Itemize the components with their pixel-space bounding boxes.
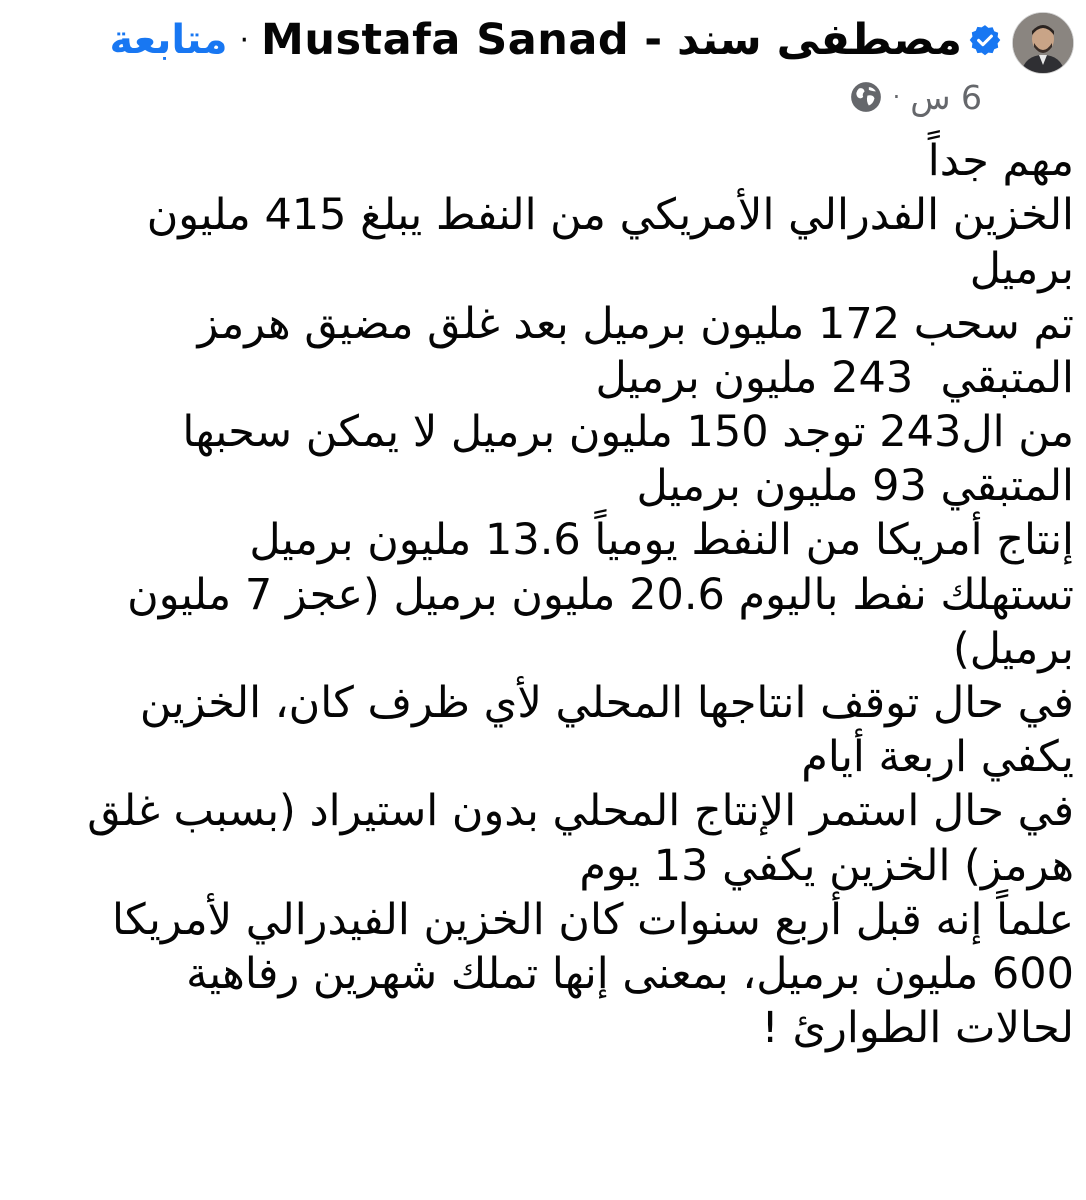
post-line: تستهلك نفط باليوم 20.6 مليون برميل (عجز 7 مليون برميل) xyxy=(113,569,1074,674)
post-line: في حال توقف انتاجها المحلي لأي ظرف كان، الخزين يكفي اربعة أيام xyxy=(126,678,1074,783)
author-name[interactable]: مصطفى سند - Mustafa Sanad xyxy=(261,15,962,65)
separator-dot: · xyxy=(239,22,250,58)
post-line: إنتاج أمريكا من النفط يومياً 13.6 مليون برميل xyxy=(249,515,1074,566)
post-line: المتبقي 93 مليون برميل xyxy=(636,461,1074,512)
post-line: المتبقي 243 مليون برميل xyxy=(595,352,1074,403)
post-line: تم سحب 172 مليون برميل بعد غلق مضيق هرمز xyxy=(197,298,1074,349)
verified-badge-icon xyxy=(968,23,1002,57)
avatar-image xyxy=(1013,13,1073,73)
follow-button[interactable]: متابعة xyxy=(109,17,228,63)
post-line: في حال استمر الإنتاج المحلي بدون استيراد (بسبب غلق هرمز) الخزين يكفي 13 يوم xyxy=(73,786,1074,891)
post-time[interactable]: 6 س xyxy=(910,77,982,117)
post-body xyxy=(74,134,1074,1055)
author-line xyxy=(110,8,1002,72)
post-header xyxy=(0,0,1086,130)
globe-icon[interactable] xyxy=(849,80,883,114)
avatar[interactable] xyxy=(1012,12,1074,74)
post-meta xyxy=(849,74,982,120)
post-line: علماً إنه قبل أربع سنوات كان الخزين الفيدرالي لأمريكا 600 مليون برميل، بمعنى إنها تملك شهرين رفاهية لحالات الطوارئ ! xyxy=(98,894,1074,1054)
post-line: مهم جداً xyxy=(927,136,1074,186)
post-line: الخزين الفدرالي الأمريكي من النفط يبلغ 415 مليون برميل xyxy=(133,190,1074,295)
meta-separator: · xyxy=(892,83,901,111)
post-line: من ال243 توجد 150 مليون برميل لا يمكن سحبها xyxy=(182,407,1074,458)
